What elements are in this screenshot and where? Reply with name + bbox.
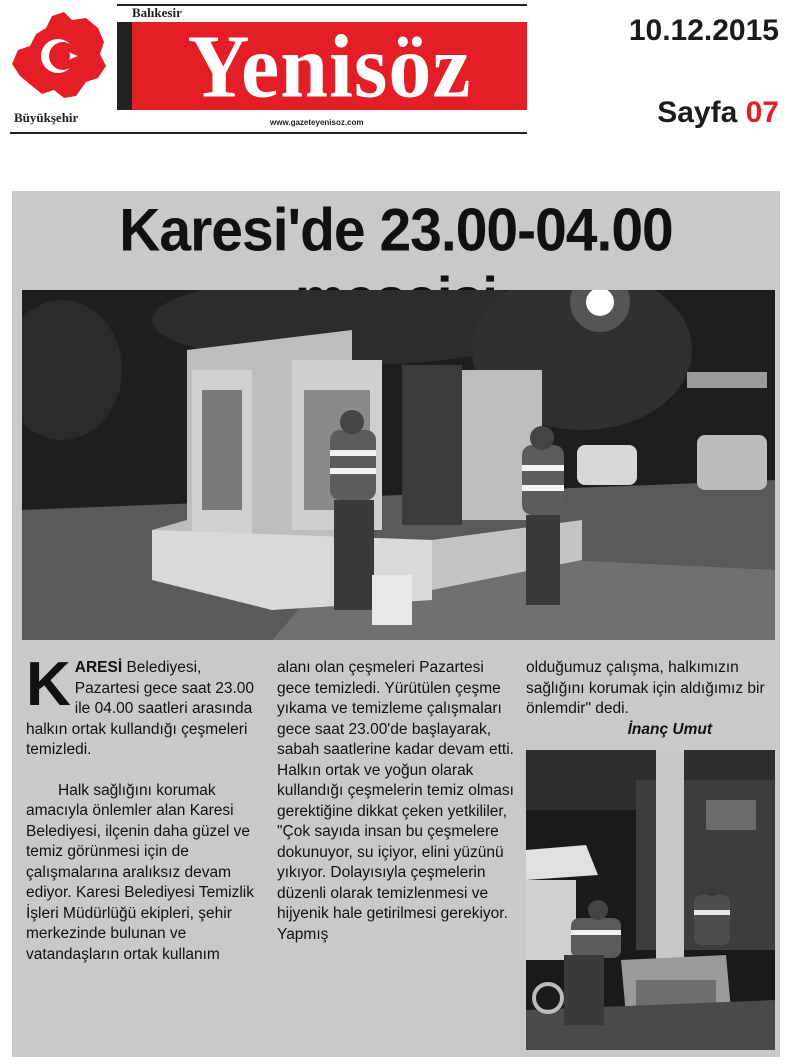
page-label: Sayfa [657, 96, 738, 129]
brand-left-bar [117, 22, 132, 110]
masthead-bottom-rule [10, 132, 527, 134]
article-column-3 [526, 658, 776, 740]
page-number: 07 [745, 96, 779, 129]
article-paragraph-4: olduğumuz çalışma, halkımızın sağlığını korumak için aldığımız bir önlemdir" dedi. [526, 659, 765, 717]
brand-box [132, 15, 527, 117]
main-photo [22, 290, 775, 640]
secondary-photo [526, 750, 775, 1050]
brand-name: Yenisöz [187, 15, 472, 117]
article-lead [26, 650, 264, 761]
city-label: Balıkesir [132, 5, 182, 20]
lead-bold-text: ARESİ [74, 659, 123, 676]
website-link[interactable]: www.gazeteyenisoz.com [270, 118, 364, 127]
article-paragraph-3: alanı olan çeşmeleri Pazartesi gece temizledi. Yürütülen çeşme yıkama ve temizleme çalışmaları gece saat 23.00'de başlayarak, sabah saatlerine kadar devam etti. Halkın ortak ve yoğun olarak kullandığı çeşmelerin temiz olması gerektiğine dikkat çeken yetkililer, "Çok sayıda insan bu çeşmelere dokunuyor, su içiyor, elini yüzünü yıkıyor. Dolayısıyla çeşmelerin düzenli olarak temizlenmesi ve hijyenik hale getirilmesi gerekiyor. Yapmış [277, 659, 514, 943]
dropcap-letter: K [26, 650, 71, 719]
balikesir-map-flag-icon [6, 6, 110, 106]
sub-brand-label: Büyükşehir [14, 110, 79, 125]
lead-text: Belediyesi, Pazartesi gece saat 23.00 ile 04.00 saatleri arasında halkın ortak kullandığı çeşmeleri temizledi. [26, 659, 255, 758]
article-headline: Karesi'de 23.00-04.00 [119, 196, 673, 264]
article-paragraph-2: Halk sağlığını korumak amacıyla önlemler alan Karesi Belediyesi, ilçenin daha güzel ve temiz görünmesi için de çalışmalarına aralıksız devam ediyor. Karesi Belediyesi Temizlik İşleri Müdürlüğü ekipleri, şehir merkezinde bulunan ve vatandaşların ortak kullanım [26, 781, 255, 963]
issue-date: 10.12.2015 [628, 14, 779, 47]
article-byline: İnanç Umut [627, 720, 712, 738]
article-column-1 [26, 650, 264, 965]
masthead [0, 0, 787, 150]
article-column-2 [277, 658, 515, 945]
article-clipping [12, 191, 780, 1057]
page-reference [657, 96, 779, 130]
